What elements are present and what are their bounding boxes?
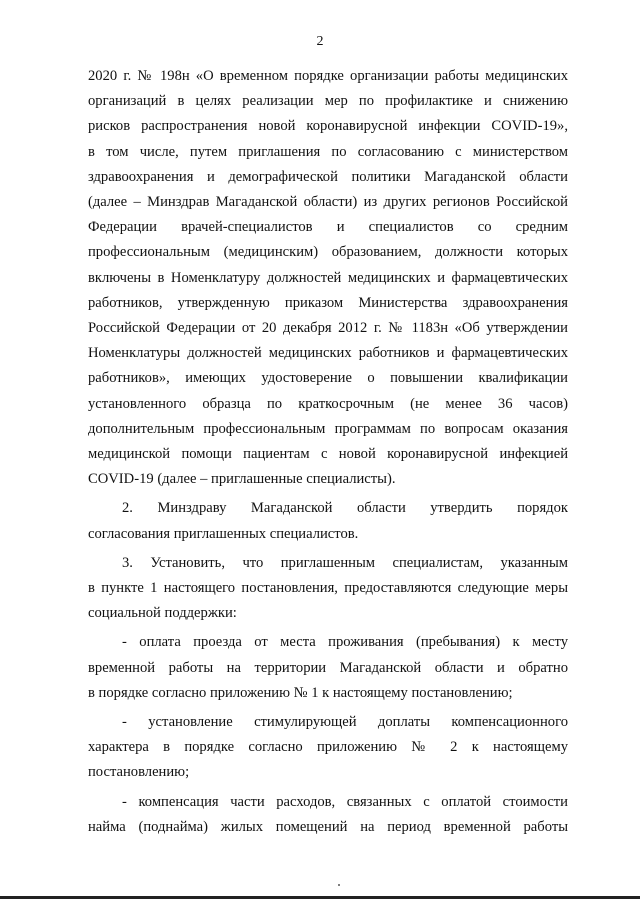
page-number: 2 (316, 34, 324, 49)
scan-speck (338, 884, 340, 886)
text-line: 2. Минздраву Магаданской области утвердить порядок (122, 500, 568, 517)
text-line: организаций в целях реализации мер по профилактике и снижению (88, 93, 568, 110)
text-line: COVID-19 (далее – приглашенные специалисты). (88, 471, 396, 488)
text-line: профессиональным (медицинским) образованием, должности которых (88, 244, 568, 261)
page-bottom-edge (0, 896, 640, 899)
list-item-travel-payment (88, 630, 568, 706)
text-line: временной работы на территории Магаданской области и обратно (88, 659, 568, 676)
text-line: работников», имеющих удостоверение о повышении квалификации (88, 370, 568, 387)
text-line: Номенклатуры должностей медицинских работников и фармацевтических (88, 345, 568, 362)
text-line: Российской Федерации от 20 декабря 2012 г. № 1183н «Об утверждении (88, 320, 568, 337)
text-line: согласования приглашенных специалистов. (88, 525, 359, 542)
paragraph-2 (88, 496, 568, 546)
text-line: рисков распространения новой коронавирусной инфекции COVID-19», (88, 118, 568, 135)
text-line: 2020 г. № 198н «О временном порядке организации работы медицинских (88, 68, 568, 84)
list-item-incentive-payment (88, 710, 568, 786)
text-line: здравоохранения и демографической политики Магаданской области (88, 168, 568, 185)
text-line: (далее – Минздрав Магаданской области) из других регионов Российской (88, 194, 568, 211)
paragraph-3 (88, 551, 568, 627)
text-line: Федерации врачей-специалистов и специалистов со средним (88, 219, 568, 236)
text-line: установленного образца по краткосрочным (не менее 36 часов) (88, 395, 568, 412)
text-line: включены в Номенклатуру должностей медицинских и фармацевтических (88, 269, 568, 286)
text-line: медицинской помощи пациентам с новой коронавирусной инфекцией (88, 446, 568, 463)
text-line: 3. Установить, что приглашенным специалистам, указанным (122, 554, 568, 571)
text-line: в пункте 1 настоящего постановления, предоставляются следующие меры (88, 580, 568, 597)
text-line: в том числе, путем приглашения по согласованию с министерством (88, 143, 568, 160)
text-line: - установление стимулирующей доплаты компенсационного (122, 714, 568, 731)
paragraph-1-continuation (88, 64, 568, 492)
text-line: дополнительным профессиональным программам по вопросам оказания (88, 420, 568, 437)
text-line: работников, утвержденную приказом Министерства здравоохранения (88, 294, 568, 311)
text-line: - оплата проезда от места проживания (пребывания) к месту (122, 634, 568, 651)
text-line: - компенсация части расходов, связанных с оплатой стоимости (122, 793, 568, 810)
document-body (88, 64, 568, 840)
text-line: найма (поднайма) жилых помещений на период временной работы (88, 818, 568, 835)
text-line: характера в порядке согласно приложению № 2 к настоящему (88, 739, 568, 756)
text-line: в порядке согласно приложению № 1 к настоящему постановлению; (88, 684, 513, 701)
text-line: социальной поддержки: (88, 605, 237, 622)
text-line: постановлению; (88, 764, 190, 781)
list-item-housing-compensation (88, 790, 568, 840)
